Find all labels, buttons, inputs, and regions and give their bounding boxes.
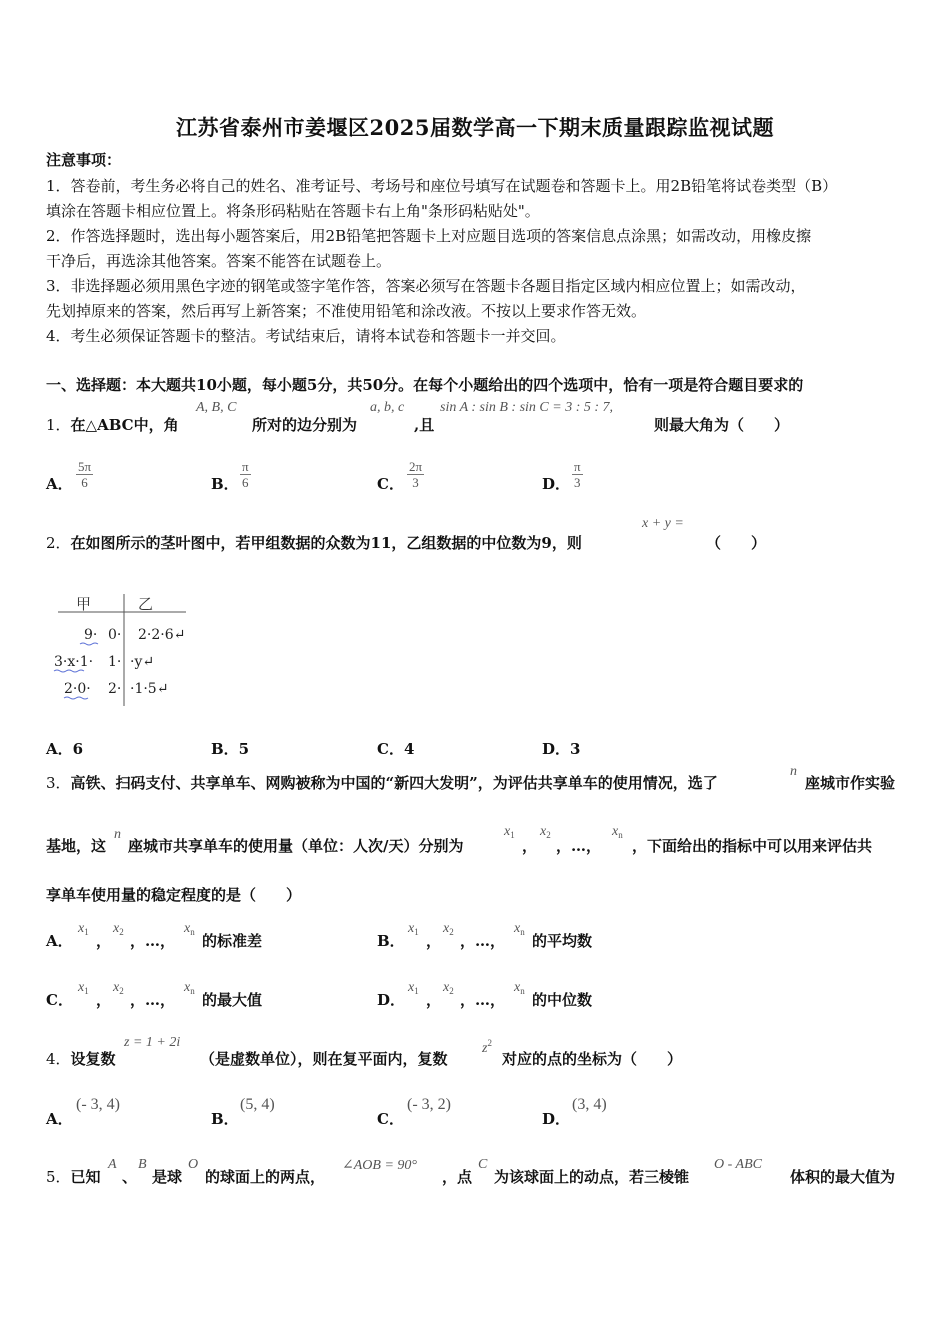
stem-leaf-row-3-left: 2·0· [64,681,91,697]
q3-option-b-dots: ，…， [460,932,506,950]
q2-number: 2． [46,534,71,552]
q1-text-2: 所对的边分别为 [252,416,358,434]
q2 [46,532,582,553]
q4-option-d-label: D． [542,1110,571,1128]
q5-text-2: 、 [122,1168,138,1186]
q3-option-c-xn: $x_n$ [184,980,195,996]
q5-text-4: 的球面上的两点， [205,1168,326,1186]
q3-x1: $x_1$ [504,824,515,840]
stem-leaf-head-left: 甲 [76,595,92,613]
notice-line-3: 2．作答选择题时，选出每小题答案后，用2B铅笔把答题卡上对应题目选项的答案信息点涂黑；如需改动，用橡皮擦 [46,227,812,245]
q3-n-1: n [790,764,797,779]
q2-tail: （ ） [706,534,767,552]
q3-option-a-xn: $x_n$ [184,921,195,937]
q3-text-1a: 高铁、扫码支付、共享单车、网购被称为中国的“新四大发明”，为评估共享单车的使用情况，选了 [70,774,718,792]
q3-option-d-dots: ，…， [460,991,506,1009]
q3-text-3: 享单车使用量的稳定程度的是（ ） [46,886,302,904]
q1-option-c-fraction: $\frac{2\pi}{3}$ [409,459,423,490]
stem-leaf-row-2-stem: 1· [108,654,122,670]
q4-option-c-value: (- 3, 2) [407,1096,451,1113]
q4-option-b-label: B． [211,1110,239,1128]
q3-dots: ，…， [556,837,602,855]
q3-option-b-x2: $x_2$ [443,921,454,937]
q4-option-c-label: C． [377,1110,404,1128]
q3-option-a-label: A． [46,932,73,950]
q3-option-d-label: D． [377,991,406,1009]
q4-text-1: 设复数 [70,1050,116,1068]
q5-text-1: 已知 [70,1168,101,1186]
stem-leaf-row-1-stem: 0· [108,627,122,643]
notice-heading: 注意事项： [46,151,122,169]
q3-text-1b: 座城市作实验 [805,774,896,792]
q1-math-ratio: sin A : sin B : sin C = 3 : 5 : 7, [440,400,614,415]
q5 [46,1166,101,1187]
q3-option-b-sep: ， [426,932,442,950]
q3-text-2a: 基地，这 [46,837,107,855]
stem-leaf-row-1-left: 9· [84,627,98,643]
notice-line-6: 先划掉原来的答案，然后再写上新答案；不准使用铅笔和涂改液。不按以上要求作答无效。 [46,302,647,320]
stem-leaf-row-2-right: ·y↵ [130,654,155,670]
q3-option-d-suffix: 的中位数 [532,991,593,1009]
q2-text: 在如图所示的茎叶图中，若甲组数据的众数为11，乙组数据的中位数为9，则 [70,534,582,552]
q2-math: x + y = [642,516,684,531]
stem-leaf-plot [50,592,200,710]
q1 [46,414,179,435]
notice-line-5: 3．非选择题必须用黑色字迹的钢笔或签字笔作答，答案必须写在答题卡各题目指定区域内相应位置上；如需改动， [46,277,806,295]
q3-option-d-x2: $x_2$ [443,980,454,996]
q5-point-c: C [478,1157,488,1172]
q1-number: 1． [46,416,71,434]
q5-number: 5． [46,1168,71,1186]
q3-option-d-sep: ， [426,991,442,1009]
q3-option-d-x1: $x_1$ [408,980,419,996]
q4-math-z2: $z^2$ [482,1038,492,1056]
q3-sep-1: ， [522,837,538,855]
q4-option-a-label: A． [46,1110,73,1128]
q1-math-sides: a, b, c [370,400,405,415]
q1-option-b-label: B． [211,475,239,493]
q5-angle: ∠AOB = 90° [342,1158,417,1173]
q4-math-z: z = 1 + 2i [124,1035,181,1050]
q1-option-b-fraction: $\frac{\pi}{6}$ [242,459,249,490]
q4 [46,1048,116,1069]
q1-option-d-fraction: $\frac{\pi}{3}$ [574,459,581,490]
q3-text-2b: 座城市共享单车的使用量（单位：人次/天）分别为 [128,837,464,855]
q3-option-a-x1: $x_1$ [78,921,89,937]
q1-math-angles: A, B, C [196,400,237,415]
stem-leaf-row-3-right: ·1·5↵ [130,681,169,697]
q3-option-a-x2: $x_2$ [113,921,124,937]
q5-center-o: O [188,1157,199,1172]
notice-line-7: 4．考生必须保证答题卡的整洁。考试结束后，请将本试卷和答题卡一并交回。 [46,327,566,345]
q4-option-a-value: (- 3, 4) [76,1096,120,1113]
q5-text-7: 体积的最大值为 [790,1168,896,1186]
stem-leaf-squiggle-3 [64,697,88,699]
stem-leaf-head-right: 乙 [138,595,154,613]
q2-option-a: A．6 [46,740,84,758]
section-heading: 一、选择题：本大题共10小题，每小题5分，共50分。在每个小题给出的四个选项中，恰有一项是符合题目要求的 [46,376,804,394]
q1-text-3: ,且 [414,416,435,434]
q3-option-b-xn: $x_n$ [514,921,525,937]
q1-option-c-label: C． [377,475,404,493]
notice-line-4: 干净后，再选涂其他答案。答案不能答在试题卷上。 [46,252,392,270]
q1-option-a-label: A． [46,475,73,493]
q3-n-2: n [114,827,121,842]
q3-line-1 [46,772,718,793]
notice-line-1: 1．答卷前，考生务必将自己的姓名、准考证号、考场号和座位号填写在试题卷和答题卡上。用2B铅笔将试卷类型（B） [46,177,838,195]
q4-number: 4． [46,1050,71,1068]
q4-option-b-value: (5, 4) [240,1096,275,1113]
q5-text-5: ，点 [442,1168,473,1186]
stem-leaf-row-3-stem: 2· [108,681,122,697]
q3-number: 3． [46,774,71,792]
q4-text-2: （是虚数单位），则在复平面内，复数 [200,1050,448,1068]
q3-option-a-sep: ， [96,932,112,950]
q1-option-d-label: D． [542,475,571,493]
q3-option-c-sep: ， [96,991,112,1009]
q5-pyramid: O - ABC [714,1157,762,1172]
q2-option-d: D．3 [542,740,581,758]
stem-leaf-row-2-left: 3·x·1· [54,654,94,670]
q3-option-a-suffix: 的标准差 [202,932,263,950]
q3-option-b-label: B． [377,932,405,950]
stem-leaf-squiggle-2 [54,670,84,672]
page-title: 江苏省泰州市姜堰区2025届数学高一下期末质量跟踪监视试题 [176,115,774,140]
q5-point-a: A [108,1157,117,1172]
q3-text-2c: ，下面给出的指标中可以用来评估共 [632,837,873,855]
q5-text-6: 为该球面上的动点，若三棱锥 [494,1168,690,1186]
q3-option-d-xn: $x_n$ [514,980,525,996]
stem-leaf-row-1-right: 2·2·6↵ [138,627,186,643]
q3-xn: $x_n$ [612,824,623,840]
q4-text-3: 对应的点的坐标为（ ） [502,1050,683,1068]
q3-x2: $x_2$ [540,824,551,840]
notice-line-2: 填涂在答题卡相应位置上。将条形码粘贴在答题卡右上角"条形码粘贴处"。 [46,202,540,220]
q5-point-b: B [138,1157,147,1172]
q3-option-c-suffix: 的最大值 [202,991,263,1009]
q4-option-d-value: (3, 4) [572,1096,607,1113]
stem-leaf-squiggle-1 [80,643,98,645]
q5-text-3: 是球 [152,1168,183,1186]
q1-option-a-fraction: $\frac{5\pi}{6}$ [78,459,92,490]
q1-text-4: 则最大角为（ ） [654,416,790,434]
q3-option-c-x2: $x_2$ [113,980,124,996]
q2-option-b: B．5 [211,740,250,758]
q3-option-c-x1: $x_1$ [78,980,89,996]
q3-option-b-suffix: 的平均数 [532,932,593,950]
q1-text-1: 在△ABC中，角 [70,416,179,434]
q3-option-a-dots: ，…， [130,932,176,950]
q3-option-b-x1: $x_1$ [408,921,419,937]
q3-option-c-dots: ，…， [130,991,176,1009]
q2-option-c: C．4 [377,740,415,758]
q3-option-c-label: C． [46,991,73,1009]
